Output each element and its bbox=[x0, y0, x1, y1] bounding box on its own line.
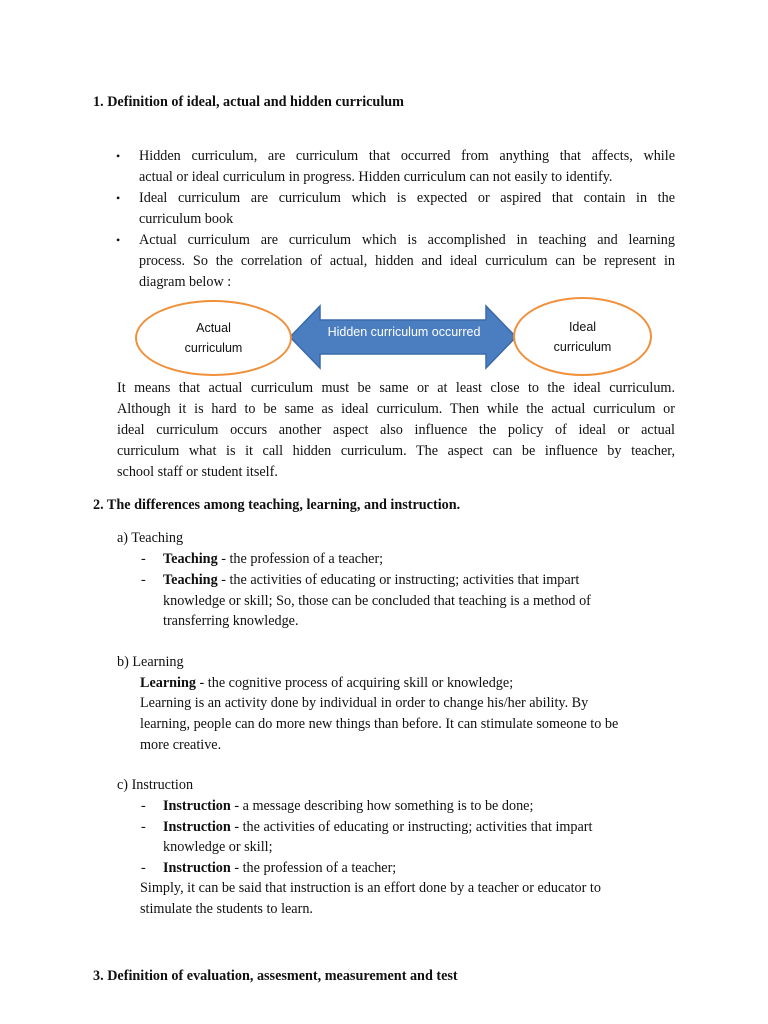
definition: - the activities of educating or instructing; activities that impart bbox=[217, 572, 580, 588]
definition: - a message describing how something is to be done; bbox=[230, 798, 534, 814]
instruction-summary: Simply, it can be said that instruction is an effort done by a teacher or educator to bbox=[140, 880, 601, 896]
ellipse-label: curriculum bbox=[184, 341, 243, 355]
definition: - the activities of educating or instructing; activities that impart bbox=[230, 819, 593, 835]
teaching-continuation: transferring knowledge. bbox=[163, 613, 299, 629]
paragraph-line: school staff or student itself. bbox=[117, 464, 278, 480]
teaching-item-1 bbox=[163, 549, 383, 570]
definition: - the profession of a teacher; bbox=[217, 551, 384, 567]
definition: - the profession of a teacher; bbox=[230, 860, 397, 876]
instruction-heading: c) Instruction bbox=[117, 777, 194, 793]
paragraph-line: It means that actual curriculum must be same or at least close to the ideal curriculum. bbox=[117, 380, 675, 396]
bullet-1-line-2: actual or ideal curriculum in progress. Hidden curriculum can not easily to identify. bbox=[139, 169, 613, 185]
ellipse-label: Ideal bbox=[568, 319, 597, 334]
dash: - bbox=[141, 551, 146, 567]
paragraph-line: ideal curriculum occurs another aspect also influence the policy of ideal or actual bbox=[117, 422, 675, 438]
actual-curriculum-ellipse bbox=[135, 300, 292, 376]
paragraph-line: curriculum what is it call hidden curriculum. The aspect can be influence by teacher, bbox=[117, 443, 675, 459]
instruction-continuation: knowledge or skill; bbox=[163, 839, 273, 855]
learning-definition bbox=[140, 673, 513, 694]
instruction-summary: stimulate the students to learn. bbox=[140, 901, 313, 917]
learning-line: more creative. bbox=[140, 737, 222, 753]
dash: - bbox=[141, 572, 146, 588]
term: Instruction bbox=[163, 860, 231, 876]
ideal-curriculum-ellipse bbox=[513, 297, 652, 376]
bullet-2-line-1: Ideal curriculum are curriculum which is expected or aspired that contain in the bbox=[139, 190, 675, 206]
term: Instruction bbox=[163, 798, 231, 814]
section-2-title: 2. The differences among teaching, learning, and instruction. bbox=[93, 497, 461, 513]
arrow-label: Hidden curriculum occurred bbox=[327, 325, 481, 339]
learning-line: Learning is an activity done by individual in order to change his/her ability. By bbox=[140, 695, 589, 711]
dash: - bbox=[141, 860, 146, 876]
section-1-title: 1. Definition of ideal, actual and hidden curriculum bbox=[93, 94, 404, 110]
bullet-2-line-2: curriculum book bbox=[139, 211, 234, 227]
bullet-1-line-1: Hidden curriculum, are curriculum that occurred from anything that affects, while bbox=[139, 148, 675, 164]
bullet-icon: • bbox=[116, 191, 121, 205]
dash: - bbox=[141, 798, 146, 814]
instruction-item-1 bbox=[163, 796, 533, 817]
instruction-item-2 bbox=[163, 817, 592, 838]
dash: - bbox=[141, 819, 146, 835]
ellipse-label: Actual bbox=[196, 321, 231, 335]
term: Instruction bbox=[163, 819, 231, 835]
section-3-title: 3. Definition of evaluation, assesment, measurement and test bbox=[93, 968, 458, 984]
teaching-continuation: knowledge or skill; So, those can be concluded that teaching is a method of bbox=[163, 593, 591, 609]
ellipse-label: curriculum bbox=[553, 339, 612, 354]
teaching-item-2 bbox=[163, 570, 579, 591]
bullet-3-line-1: Actual curriculum are curriculum which is accomplished in teaching and learning bbox=[139, 232, 675, 248]
instruction-item-3 bbox=[163, 858, 396, 879]
bullet-3-line-3: diagram below : bbox=[139, 274, 232, 290]
term: Learning bbox=[140, 675, 196, 691]
definition: - the cognitive process of acquiring skill or knowledge; bbox=[195, 675, 514, 691]
bullet-3-line-2: process. So the correlation of actual, hidden and ideal curriculum can be represent in bbox=[139, 253, 675, 269]
learning-heading: b) Learning bbox=[117, 654, 184, 670]
term: Teaching bbox=[163, 572, 218, 588]
bullet-icon: • bbox=[116, 149, 121, 163]
paragraph-line: Although it is hard to be same as ideal curriculum. Then while the actual curriculum or bbox=[117, 401, 675, 417]
teaching-heading: a) Teaching bbox=[117, 530, 184, 546]
bullet-icon: • bbox=[116, 233, 121, 247]
term: Teaching bbox=[163, 551, 218, 567]
learning-line: learning, people can do more new things than before. It can stimulate someone to be bbox=[140, 716, 619, 732]
